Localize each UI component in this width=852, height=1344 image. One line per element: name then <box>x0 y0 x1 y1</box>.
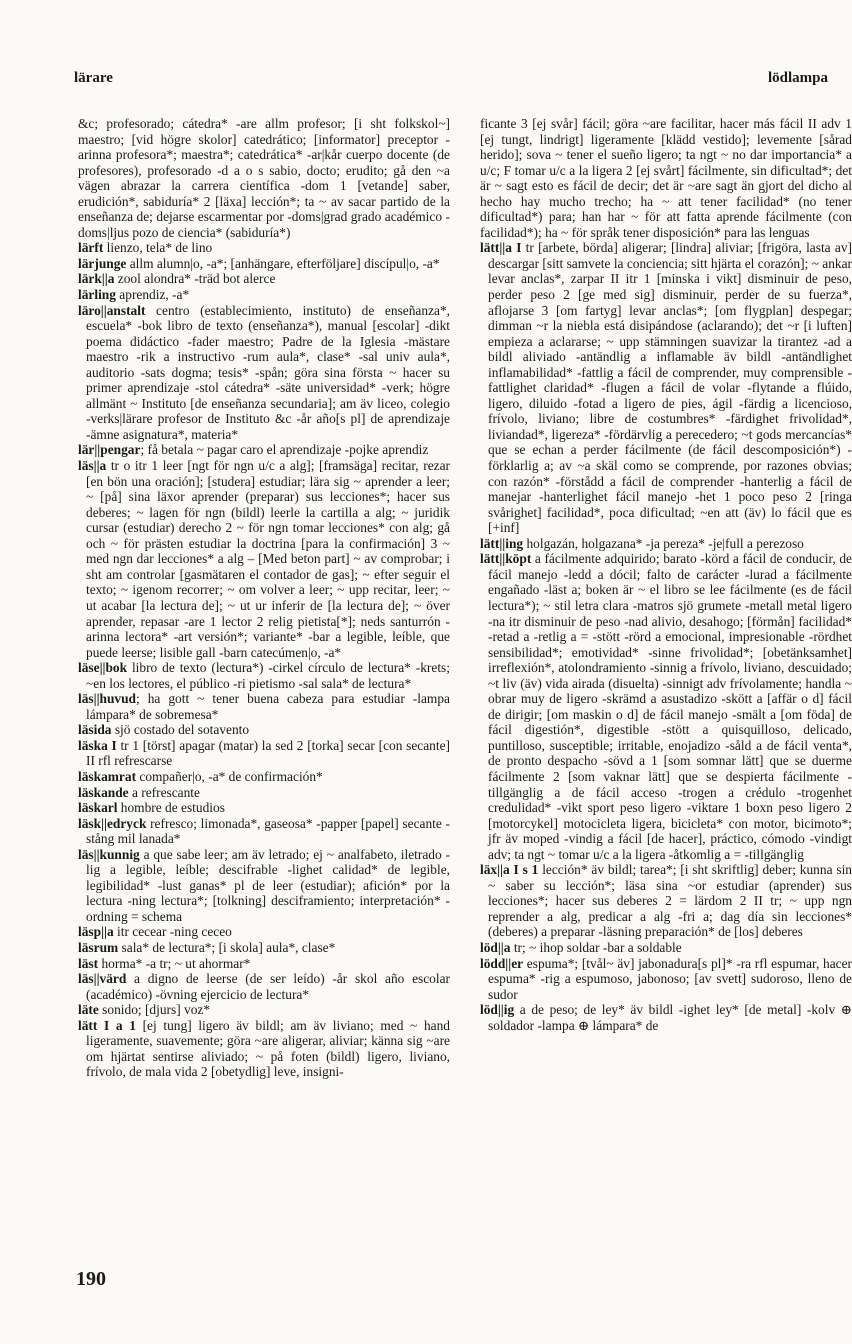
entry-headword: läsida <box>78 722 112 738</box>
entry-headword: läs||kunnig <box>78 846 140 862</box>
entry-definition: aprendiz, -a* <box>115 287 190 303</box>
entry-headword: läst <box>78 955 99 971</box>
entry-headword: läsrum <box>78 939 119 955</box>
entry-definition: a refrescante <box>128 784 200 800</box>
entry-definition: a digno de leerse (de ser leído) -år skol año escolar (académico) -övning ejercicio de lectura* <box>86 971 450 1002</box>
dictionary-entry <box>78 660 450 691</box>
dictionary-entry <box>480 1002 852 1033</box>
dictionary-entry <box>78 442 450 458</box>
dictionary-entry <box>78 971 450 1002</box>
entry-definition: sjö costado del sotavento <box>111 722 250 738</box>
entry-headword: lärft <box>78 240 104 256</box>
entry-headword: läskarl <box>78 800 118 816</box>
entry-definition: centro (establecimiento, instituto) de enseñanza*, escuela* -bok libro de texto (enseñanza*), manual [escolar] -dikt poema didáctico -fader maestro; Padre de la Iglesia -mästare maestro -rik a instructivo -rum aula*, clase* -sal univ aula*, auditorio -sats dogma; tesis* -spån; göra sina första ~ hacer su primer aprendizaje -stol cátedra* -säte universidad* -verk; högre allmänt ~ Instituto [de enseñanza secundaria]; am äv liceo, colegio -verks|lärare profesor de Instituto &c -år año[s pl] de aprendizaje -ämne asignatura*, materia* <box>86 302 450 442</box>
dictionary-entry <box>78 256 450 272</box>
entry-definition: allm alumn|o, -a*; [anhängare, efterföljare] discípul|o, -a* <box>126 255 440 271</box>
entry-headword: läro||anstalt <box>78 302 146 318</box>
entry-definition: zool alondra* -träd bot alerce <box>114 271 276 287</box>
entry-headword: läs||a <box>78 458 107 474</box>
entry-definition: libro de texto (lectura*) -cirkel círculo de lectura* -krets; ~en los lectores, el público -ri pietismo -sal sala* de lectura* <box>86 660 450 691</box>
entry-headword: lärjunge <box>78 255 127 271</box>
entry-headword: löd||a <box>480 939 511 955</box>
entry-definition: refresco; limonada*, gaseosa* -papper [papel] secante -stång mil lanada* <box>86 815 450 847</box>
entry-definition: tr; ~ ihop soldar -bar a soldable <box>510 939 682 955</box>
entry-headword: läska I <box>78 737 117 753</box>
entry-headword: läs||huvud <box>78 691 137 707</box>
entry-definition: a de peso; de ley* äv bildl -ighet ley* [de metal] -kolv ⊕ soldador -lampa ⊕ lámpara* de <box>488 1002 852 1033</box>
entry-headword: läx||a I s 1 <box>480 862 539 878</box>
dictionary-entry <box>78 271 450 287</box>
dictionary-entry <box>78 956 450 972</box>
dictionary-entry <box>78 769 450 785</box>
entry-definition: itr cecear -ning ceceo <box>113 924 232 940</box>
guide-word-left: lärare <box>74 70 113 86</box>
entry-definition: horma* -a tr; ~ ut ahormar* <box>98 955 251 971</box>
dictionary-entry <box>78 800 450 816</box>
dictionary-column-right <box>480 116 852 1256</box>
dictionary-entry <box>78 287 450 303</box>
dictionary-entry <box>78 240 450 256</box>
entry-definition: espuma*; [tvål~ äv] jabonadura[s pl]* -ra rfl espumar, hacer espuma* -rig a espumoso, jabonoso; [av svett] sudoroso, lleno de sudor <box>488 955 852 1002</box>
dictionary-entry <box>78 940 450 956</box>
entry-headword: lär||pengar <box>78 442 141 458</box>
entry-headword: lätt||ing <box>480 535 524 551</box>
dictionary-entry <box>78 785 450 801</box>
entry-headword: läsp||a <box>78 924 114 940</box>
entry-headword: lätt I a 1 <box>78 1017 136 1033</box>
entry-definition: hombre de estudios <box>117 800 225 816</box>
entry-headword: läs||värd <box>78 971 127 987</box>
dictionary-entry <box>480 862 852 940</box>
entry-definition: sala* de lectura*; [i skola] aula*, clase* <box>118 939 336 955</box>
guide-word-right: lödlampa <box>767 70 828 86</box>
entry-definition: tr o itr 1 leer [ngt för ngn u/c a alg]; [framsäga] recitar, rezar [en bön una oración]; [studera] estudiar; lära sig ~ aprender a leer; ~ [på] sina läxor aprender (preparar) sus lecciones*; hacer sus deberes; ~ lagen för ngn (bildl) leerle la cartilla a alg; ~ juridik cursar (estudiar) derecho 2 ~ för ngn tomar lecciones* con alg; gå och ~ för prästen estudiar la doctrina [para la confirmación] 3 ~ med ngn dar lecciones* a alg – [Med beton part] ~ av comprobar; i sht am controlar [gasmätaren el contador de gas]; ~ efter seguir el texto; ~ igenom recorrer; ~ om volver a leer; ~ upp recitar, leer; ~ ut acabar [la lectura de]; ~ ut ur inferir de [la lectura de]; ~ över aprender, repasar -are 1 lector 2 relig pietista[*]; neds santurrón -arinna lectora* -art versión*; variante* -bar a legible, leíble, que puede leerse; lisible gall -barn catecúmen|o, -a* <box>86 458 450 660</box>
entry-headword: lätt||köpt <box>480 551 532 567</box>
entry-definition: tr 1 [törst] apagar (matar) la sed 2 [torka] secar [con secante] II rfl refrescarse <box>86 737 450 769</box>
dictionary-entry <box>78 847 450 925</box>
dictionary-entry <box>78 738 450 769</box>
dictionary-entry <box>480 956 852 1003</box>
dictionary-entry <box>78 691 450 722</box>
entry-definition: [ej tung] ligero äv bildl; am äv liviano; med ~ hand ligeramente, suavemente; göra ~are aligerar, aliviar; känna sig ~are om hjärtat sentirse aliviado; ~ på foten (bildl) ligero, liviano, frívolo, de mala vida 2 [obetydlig] leve, insigni- <box>86 1017 450 1080</box>
entry-definition: holgazán, holgazana* -ja pereza* -je|full a perezoso <box>523 535 804 551</box>
entry-headword: läskande <box>78 784 129 800</box>
dictionary-entry <box>480 536 852 552</box>
dictionary-entry <box>78 924 450 940</box>
entry-continuation <box>78 116 450 240</box>
entry-headword: läsk||edryck <box>78 815 147 831</box>
entry-definition: ; få betala ~ pagar caro el aprendizaje -pojke aprendiz <box>140 442 429 458</box>
entry-headword: lärling <box>78 287 116 303</box>
dictionary-entry <box>78 1018 450 1080</box>
dictionary-entry <box>78 303 450 443</box>
entry-definition: lección* äv bildl; tarea*; [i sht skriftlig] deber; kunna sin ~ saber su lección*; läsa sina ~or estudiar (aprender) sus lecciones*; hacer sus deberes 2 = lärdom 2 II tr; ~ upp ngn reprender a alg, predicar a alg -fri a; dag día sin lecciones* (deberes) a preparar -läsning preparación* de [los] deberes <box>488 862 852 940</box>
dictionary-entry <box>480 940 852 956</box>
dictionary-entry <box>480 240 852 535</box>
entry-headword: löd||ig <box>480 1002 515 1018</box>
dictionary-column-left <box>78 116 450 1256</box>
entry-definition: ficante 3 [ej svår] fácil; göra ~are facilitar, hacer más fácil II adv 1 [ej tungt, lindrigt] ligeramente [klädd vestido]; levemente [sårad herido]; sova ~ tener el sueño ligero; ta ngt ~ no dar importancia* a u/c; F tomar u/c a la ligera 2 [ej svårt] fácilmente, sin dificultad*; det är ~ sagt esto es fácil de decir; det är ~are sagt än gjort del dicho al hecho hay mucho trecho; ha ~ att tener facilidad* (no tener dificultad*) para; han har ~ för att fatta aprende fácilmente (con facilidad*); ha ~ för språk tener disposición* para las lenguas <box>480 116 852 240</box>
entry-headword: lärk||a <box>78 271 115 287</box>
page-number: 190 <box>76 1268 106 1290</box>
entry-definition: lienzo, tela* de lino <box>103 240 213 256</box>
dictionary-entry <box>480 551 852 862</box>
entry-continuation <box>480 116 852 240</box>
dictionary-entry <box>78 816 450 847</box>
entry-definition: compañer|o, -a* de confirmación* <box>136 768 323 784</box>
dictionary-entry <box>78 722 450 738</box>
entry-headword: läskamrat <box>78 768 137 784</box>
entry-definition: sonido; [djurs] voz* <box>98 1002 211 1018</box>
entry-definition: &c; profesorado; cátedra* -are allm profesor; [i sht folkskol~] maestro; [vid högre skolor] catedrático; [informator] preceptor -arinna profesora*; maestra*; catedrática* -ar|kår cuerpo docente (de profesores), profesorado -d a o s sabio, docto; erudito; gå den ~a vägen abrazar la carrera científica -dom 1 [vetande] saber, erudición*, sabiduría* 2 [läxa] lección*; ta ~ av sacar partido de la enseñanza de; dejarse escarmentar por -doms|grad grado académico -doms|ljus pozo de ciencia* (sabiduría*) <box>78 116 450 240</box>
dictionary-entry <box>78 458 450 660</box>
entry-definition: a que sabe leer; am äv letrado; ej ~ analfabeto, iletrado -lig a legible, leíble; descifrable -lighet calidad* de legible, legibilidad* -lust ganas* pl de leer (estudiar); afición* por la lectura -ning lectura*; [tolkning] desciframiento; interpretación* -ordning = schema <box>86 846 450 924</box>
entry-headword: lödd||er <box>480 955 524 971</box>
entry-headword: läse||bok <box>78 660 128 676</box>
entry-headword: läte <box>78 1002 99 1018</box>
entry-definition: tr [arbete, börda] aligerar; [lindra] aliviar; [frigöra, lasta av] descargar [sitt samvete la conciencia; sitt hjärta el corazón]; ~ ankar levar anclas*, zarpar II itr 1 [minska i vikt] disminuir de peso, perder peso 2 [ge med sig] disminuir, perder de su fuerza*, aflojarse 3 [om fartyg] levar anclas*; [om flygplan] despegar; dimman ~r la niebla está disipándose (aclarando); det ~r [i luften] empieza a aclararse; ~ upp stämningen suavizar la tirantez -ad a bildl aliviado -antändlig a inflamable äv bildl -antändlighet inflamabilidad* -fattlig a fácil de comprender, muy comprensible -fattlighet claridad* -flugen a fácil de volar -flytande a flúido, ligero, diluido -fotad a ligero de pies, ágil -färdig a licencioso, frívolo, liviano; libre de costumbres* -färdighet frivolidad*, liviandad*, ligereza* -fördärvlig a perecedero; ~t gods mercancías* que se echan a perder fácilmente (de fácil descomposición*) -förklarlig a; av ~a skäl como se comprende, por razones obvias; con razón* -förstådd a fácil de comprender -hanterlig a fácil de manejar -hanterlighet fácil manejo -het 1 poco peso 2 [ringa svårighet] facilidad*, poca dificultad; ~en att (äv) lo fácil que es [+inf] <box>488 240 852 536</box>
entry-headword: lätt||a I <box>480 240 522 256</box>
dictionary-entry <box>78 1002 450 1018</box>
entry-definition: a fácilmente adquirido; barato -körd a fácil de conducir, de fácil manejo -ledd a dócil; falto de carácter -lurad a fácilmente engañado -läst a; boken är ~ el libro se lee fácilmente (es de fácil lectura*); ~ stil letra clara -matros sjö grumete -metall metal ligero -na itr disminuir de peso -nad alivio, desahogo; [förmån] facilidad* -retad a -retlig a = -stött -rörd a emocional, impresionable -rördhet sensibilidad*; emotividad* -sinne frivolidad*; [obetänksamhet] irreflexión*, atolondramiento -sinnig a frívolo, liviano, descuidado; ~t liv (äv) vida airada (disuelta) -sinnigt adv frívolamente; handla ~ obrar muy de ligero -skrämd a asustadizo -skött a [affär o d] fácil de dirigir; [om maskin o d] de fácil manejo -smält a [om föda] de fácil digestión*, digestible -stött a quisquilloso, delicado, puntilloso, susceptible; irritable, enojadizo -såld a de fácil venta*, de pronto despacho -sövd a 1 [som somnar lätt] que se duerme fácilmente 2 [som vaknar lätt] que se despierta fácilmente -tillgänglig a de fácil acceso -trogen a crédulo -trogenhet credulidad* -vikt sport peso ligero -viktare 1 boxn peso ligero 2 [motorcykel] motocicleta ligera, bicicleta* con motor, bicimoto*; jfr äv moped -vindig a fácil [de hacer], práctico, cómodo -vindigt adv; ta ngt ~ tomar u/c a la ligera -åtkomlig a = -tillgänglig <box>488 551 852 862</box>
entry-definition: ; ha gott ~ tener buena cabeza para estudiar -lampa lámpara* de sobremesa* <box>86 691 450 722</box>
